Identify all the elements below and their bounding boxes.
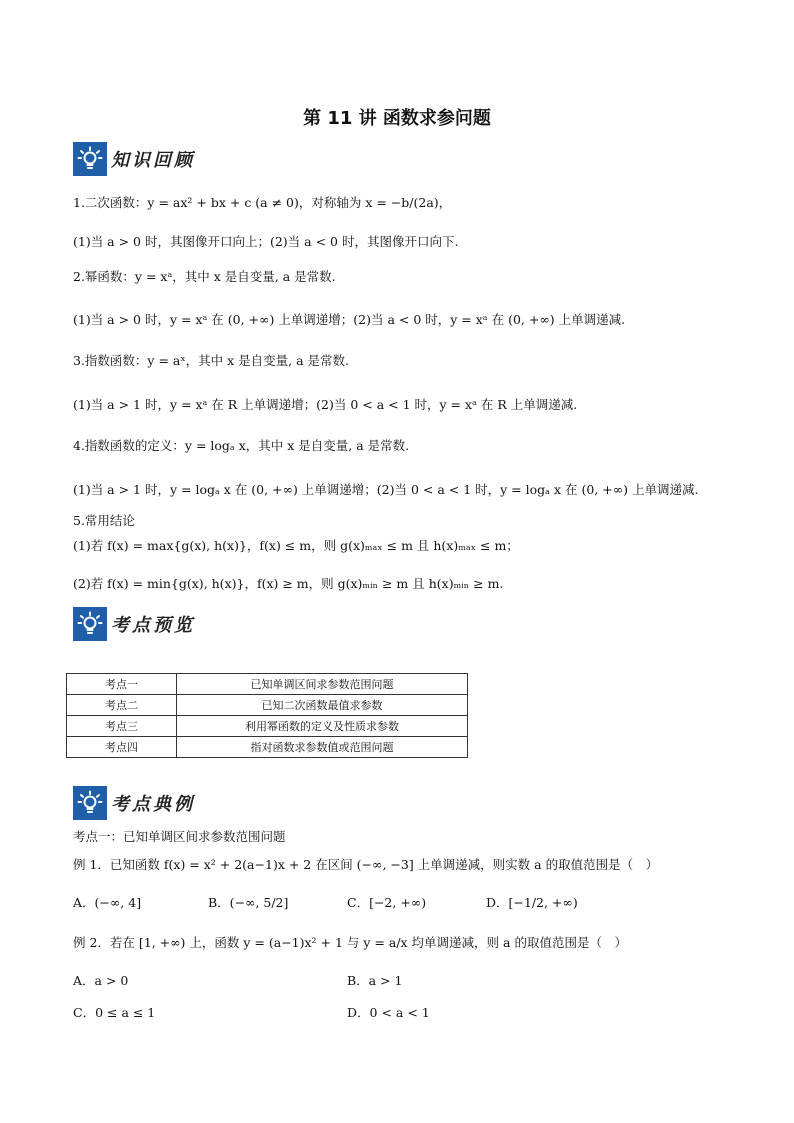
table-cell-key: 考点四 (67, 737, 177, 758)
review-line-3: 2.幂函数：y = xᵃ，其中 x 是自变量, a 是常数. (73, 269, 336, 284)
section-title-overview: 考点预览 (111, 615, 195, 636)
section-title-review: 知识回顾 (111, 150, 195, 171)
example-2-option-d: D．0 < a < 1 (347, 1005, 430, 1020)
example-2-option-a: A．a > 0 (73, 973, 129, 988)
table-cell-value: 利用幂函数的定义及性质求参数 (177, 716, 468, 737)
table-row (67, 737, 468, 758)
review-line-2: (1)当 a > 0 时，其图像开口向上；(2)当 a < 0 时，其图像开口向下. (73, 234, 459, 249)
table-cell-key: 考点一 (67, 674, 177, 695)
review-line-5: 3.指数函数：y = aˣ，其中 x 是自变量, a 是常数. (73, 353, 350, 368)
example-1-option-b: B．(−∞, 5/2] (208, 895, 289, 910)
review-line-4: (1)当 a > 0 时，y = xᵃ 在 (0, +∞) 上单调递增；(2)当 a < 0 时，y = xᵃ 在 (0, +∞) 上单调递减. (73, 312, 626, 327)
example-2-stem: 例 2．若在 [1, +∞) 上，函数 y = (a−1)x² + 1 与 y = a/x 均单调递减，则 a 的取值范围是（ ） (73, 935, 627, 950)
table-row (67, 695, 468, 716)
section-title-examples: 考点典例 (111, 794, 195, 815)
table-cell-key: 考点二 (67, 695, 177, 716)
example-2-option-c: C．0 ≤ a ≤ 1 (73, 1005, 156, 1020)
example-1-option-a: A．(−∞, 4] (73, 895, 142, 910)
review-line-11: (2)若 f(x) = min{g(x), h(x)}，f(x) ≥ m，则 g(x)ₘᵢₙ ≥ m 且 h(x)ₘᵢₙ ≥ m. (73, 576, 504, 591)
overview-table (66, 673, 468, 758)
table-cell-value: 已知二次函数最值求参数 (177, 695, 468, 716)
table-row (67, 674, 468, 695)
page-title: 第 11 讲 函数求参问题 (303, 108, 491, 129)
lightbulb-icon (73, 142, 107, 176)
section-header-overview (73, 605, 195, 643)
review-line-1: 1.二次函数：y = ax² + bx + c (a ≠ 0)，对称轴为 x = −b/(2a)， (73, 195, 452, 210)
section-header-review (73, 140, 195, 178)
lightbulb-icon (73, 786, 107, 820)
table-cell-value: 指对函数求参数值或范围问题 (177, 737, 468, 758)
review-line-10: (1)若 f(x) = max{g(x), h(x)}，f(x) ≤ m，则 g(x)ₘₐₓ ≤ m 且 h(x)ₘₐₓ ≤ m； (73, 538, 519, 553)
example-1-option-c: C．[−2, +∞) (347, 895, 427, 910)
table-row (67, 716, 468, 737)
example-1-stem: 例 1．已知函数 f(x) = x² + 2(a−1)x + 2 在区间 (−∞, −3] 上单调递减，则实数 a 的取值范围是（ ） (73, 857, 659, 872)
review-line-7: 4.指数函数的定义：y = logₐ x，其中 x 是自变量, a 是常数. (73, 438, 410, 453)
review-line-8: (1)当 a > 1 时，y = logₐ x 在 (0, +∞) 上单调递增；(2)当 0 < a < 1 时，y = logₐ x 在 (0, +∞) 上单调递减. (73, 482, 699, 497)
lightbulb-icon (73, 607, 107, 641)
table-cell-key: 考点三 (67, 716, 177, 737)
example-subhead: 考点一：已知单调区间求参数范围问题 (73, 829, 286, 844)
example-1-option-d: D．[−1/2, +∞) (486, 895, 578, 910)
review-line-6: (1)当 a > 1 时，y = xᵃ 在 R 上单调递增；(2)当 0 < a < 1 时，y = xᵃ 在 R 上单调递减. (73, 397, 578, 412)
section-header-examples (73, 784, 195, 822)
table-cell-value: 已知单调区间求参数范围问题 (177, 674, 468, 695)
example-2-option-b: B．a > 1 (347, 973, 403, 988)
review-line-9: 5.常用结论 (73, 513, 135, 528)
